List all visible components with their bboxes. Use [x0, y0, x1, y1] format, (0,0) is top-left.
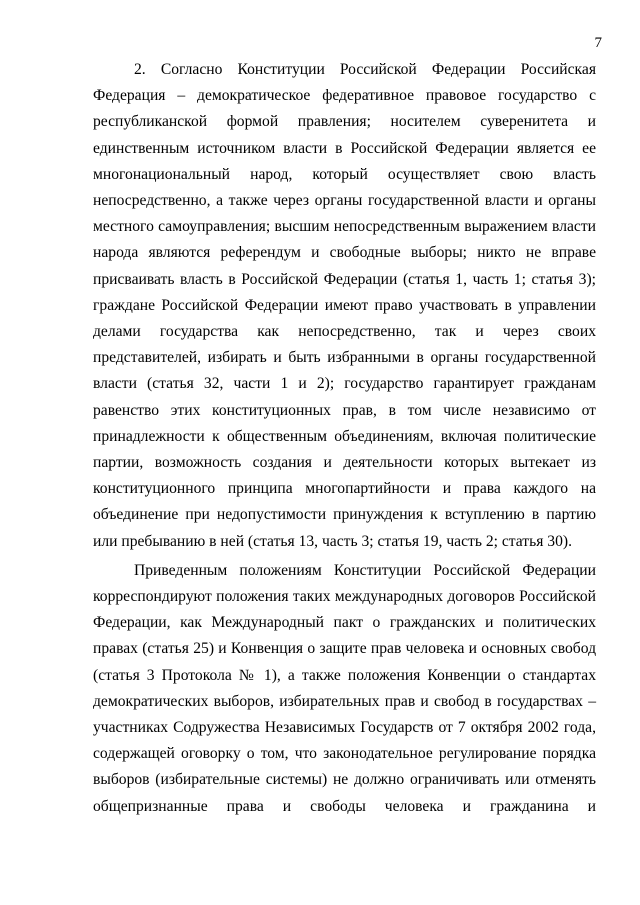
paragraph-constitution: 2. Согласно Конституции Российской Федерации Российская Федерация – демократическое федеративное правовое государство с республиканской формой правления; носителем суверенитета и единственным источником власти в Российской Федерации является ее многонациональный народ, который осуществляет свою власть непосредственно, а также через органы государственной власти и органы местного самоуправления; высшим непосредственным выражением власти народа являются референдум и свободные выборы; никто не вправе присваивать власть в Российской Федерации (статья 1, часть 1; статья 3); граждане Российской Федерации имеют право участвовать в управлении делами государства как непосредственно, так и через своих представителей, избирать и быть избранными в органы государственной власти (статья 32, части 1 и 2); государство гарантирует гражданам равенство этих конституционных прав, в том числе независимо от принадлежности к общественным объединениям, включая политические партии, возможность создания и деятельности которых вытекает из конституционного принципа многопартийности и права каждого на объединение при недопустимости принуждения к вступлению в партию или пребыванию в ней (статья 13, часть 3; статья 19, часть 2; статья 30).	[93, 61, 596, 550]
document-body	[93, 57, 596, 820]
page-number: 7	[594, 35, 602, 51]
paragraph-international-treaties: Приведенным положениям Конституции Российской Федерации корреспондируют положения таких международных договоров Российской Федерации, как Международный пакт о гражданских и политических правах (статья 25) и Конвенция о защите прав человека и основных свобод (статья 3 Протокола № 1), а также положения Конвенции о стандартах демократических выборов, избирательных прав и свобод в государствах – участниках Содружества Независимых Государств от 7 октября 2002 года, содержащей оговорку о том, что законодательное регулирование порядка выборов (избирательные системы) не должно ограничивать или отменять общепризнанные права и свободы человека и гражданина и	[93, 561, 596, 815]
